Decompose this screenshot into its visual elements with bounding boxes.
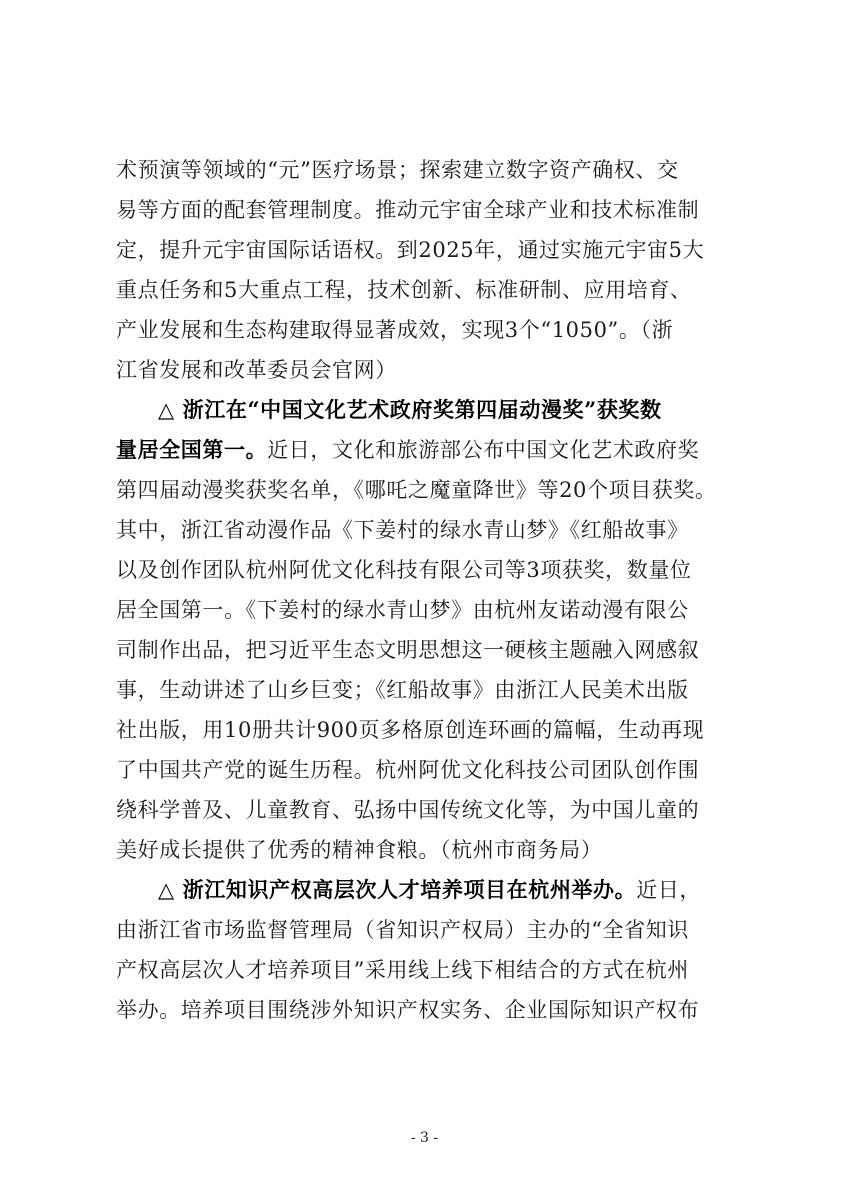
text-line: 易等方面的配套管理制度。推动元宇宙全球产业和技术标准制	[116, 198, 700, 222]
text-line: 司制作出品，把习近平生态文明思想这一硬核主题融入网感叙	[116, 638, 700, 662]
paragraph-heading-continued: 量居全国第一。	[116, 437, 268, 462]
text-line: 术预演等领域的“元”医疗场景；探索建立数字资产确权、交	[116, 158, 679, 182]
text-line: 社出版，用10册共计900页多格原创连环画的篇幅，生动再现	[116, 718, 705, 742]
paragraph-heading: △ 浙江在“中国文化艺术政府奖第四届动漫奖”获奖数	[158, 397, 662, 422]
text-run: 近日，	[636, 878, 702, 902]
text-line: 美好成长提供了优秀的精神食粮。（杭州市商务局）	[116, 838, 603, 862]
text-line: 由浙江省市场监督管理局（省知识产权局）主办的“全省知识	[116, 918, 689, 942]
text-line: 其中，浙江省动漫作品《下姜村的绿水青山梦》《红船故事》	[116, 518, 689, 542]
text-line: 举办。培养项目围绕涉外知识产权实务、企业国际知识产权布	[116, 998, 700, 1022]
text-line: 以及创作团队杭州阿优文化科技有限公司等3项获奖，数量位	[116, 558, 692, 582]
text-line: 第四届动漫奖获奖名单，《哪吒之魔童降世》等20个项目获奖。	[116, 478, 717, 502]
text-line: 产权高层次人才培养项目”采用线上线下相结合的方式在杭州	[116, 958, 689, 982]
paragraph-heading: △ 浙江知识产权高层次人才培养项目在杭州举办。	[158, 877, 637, 902]
text-line	[116, 430, 744, 470]
text-line: 江省发展和改革委员会官网）	[116, 358, 397, 382]
text-line: 定，提升元宇宙国际话语权。到2025年，通过实施元宇宙5大	[116, 238, 705, 262]
paragraph-metaverse	[116, 150, 744, 390]
text-line	[116, 870, 744, 910]
text-line: 了中国共产党的诞生历程。杭州阿优文化科技公司团队创作围	[116, 758, 700, 782]
text-line: 事，生动讲述了山乡巨变；《红船故事》由浙江人民美术出版	[116, 678, 689, 702]
text-line: 绕科学普及、儿童教育、弘扬中国传统文化等，为中国儿童的	[116, 798, 700, 822]
paragraph-animation-award	[116, 390, 744, 870]
text-line: 重点任务和5大重点工程，技术创新、标准研制、应用培育、	[116, 278, 692, 302]
text-line: 居全国第一。《下姜村的绿水青山梦》由杭州友诺动漫有限公	[116, 598, 689, 622]
page-number: - 3 -	[410, 1130, 439, 1146]
text-line: 产业发展和生态构建取得显著成效，实现3个“1050”。（浙	[116, 318, 674, 342]
paragraph-ip-talent	[116, 870, 744, 1030]
document-body	[116, 150, 744, 1030]
text-run: 近日，文化和旅游部公布中国文化艺术政府奖	[267, 438, 700, 462]
